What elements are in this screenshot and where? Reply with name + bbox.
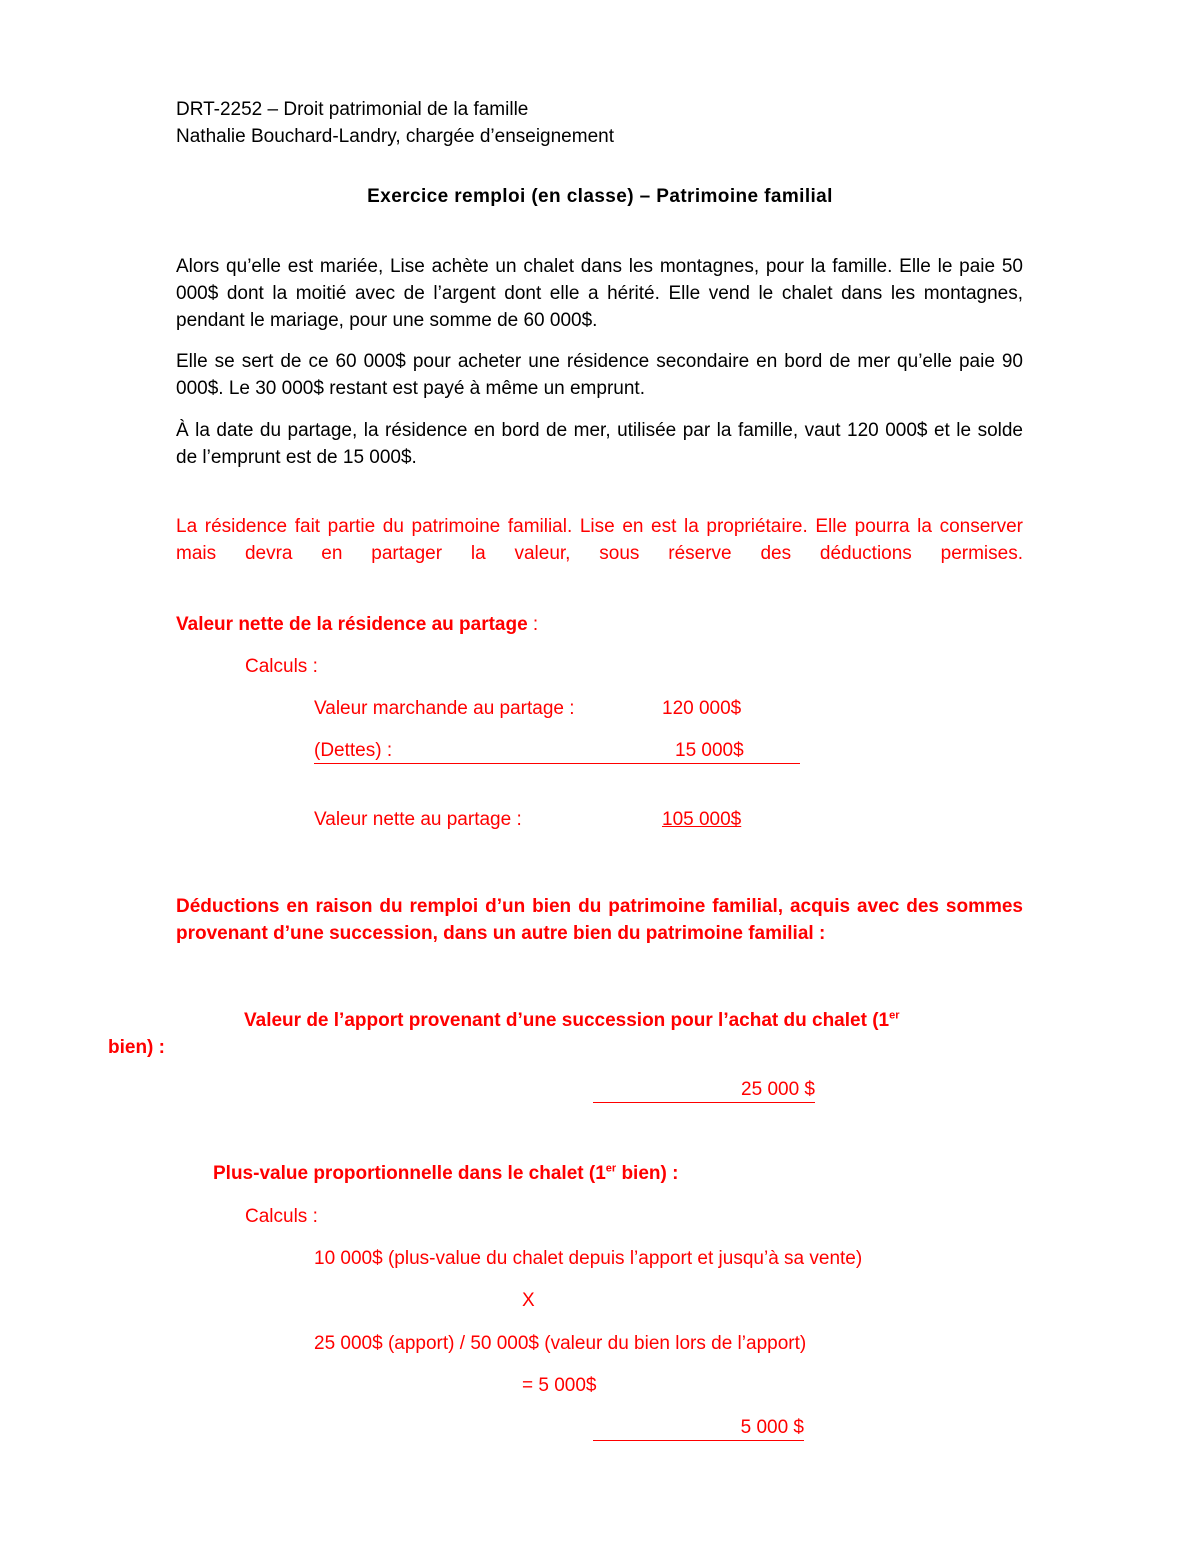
deductions-heading: Déductions en raison du remploi d’un bien du patrimoine familial, acquis avec des sommes provenant d’une succession, dans un autre bien du patrimoine familial :: [176, 896, 1023, 944]
plus-value-amount: 5 000 $: [740, 1417, 804, 1438]
plus-value-heading-start: Plus-value proportionnelle dans le chalet (1: [213, 1163, 606, 1184]
plus-value-heading: [213, 1160, 678, 1187]
intro-paragraph-1: Alors qu’elle est mariée, Lise achète un chalet dans les montagnes, pour la famille. Elle le paie 50 000$ dont la moitié avec de l’argent dont elle a hérité. Elle vend le chalet dans les montagnes, pendant le mariage, pour une somme de 60 000$.: [176, 256, 1023, 331]
plus-value-heading-sup: er: [605, 1162, 617, 1175]
calc-line-2: 25 000$ (apport) / 50 000$ (valeur du bien lors de l’apport): [314, 1333, 807, 1354]
intro-paragraph-3: À la date du partage, la résidence en bord de mer, utilisée par la famille, vaut 120 000$ et le solde de l’emprunt est de 15 000$.: [176, 420, 1023, 468]
net-value-colon: :: [527, 614, 539, 635]
debts-amount: 15 000$: [675, 740, 744, 761]
calc-result: = 5 000$: [522, 1375, 597, 1396]
answer-intro: La résidence fait partie du patrimoine familial. Lise en est la propriétaire. Elle pourra la conserver mais devra en partager la valeur, sous réserve des déductions permises.: [176, 516, 1023, 564]
apport-amount: 25 000 $: [741, 1079, 815, 1100]
market-value-label: Valeur marchande au partage :: [314, 698, 575, 719]
apport-heading: [108, 1007, 1023, 1061]
net-value-heading-line: [176, 611, 538, 638]
plus-value-amount-row: [593, 1414, 804, 1441]
apport-amount-row: [593, 1076, 815, 1103]
calculs-label: Calculs :: [245, 656, 318, 677]
instructor-name: Nathalie Bouchard-Landry, chargée d’enseignement: [176, 126, 614, 147]
plus-value-heading-end: bien) :: [616, 1163, 679, 1184]
apport-heading-start: Valeur de l’apport provenant d’une succession pour l’achat du chalet (1: [244, 1010, 890, 1031]
apport-heading-sup: er: [889, 1009, 900, 1022]
debts-row: [314, 737, 800, 764]
intro-paragraph-2: Elle se sert de ce 60 000$ pour acheter une résidence secondaire en bord de mer qu’elle paie 90 000$. Le 30 000$ restant est payé à même un emprunt.: [176, 351, 1023, 399]
calc-times: X: [522, 1290, 535, 1311]
exercise-title: Exercice remploi (en classe) – Patrimoine familial: [367, 186, 833, 207]
market-value-amount: 120 000$: [662, 698, 742, 719]
net-partage-label: Valeur nette au partage :: [314, 809, 522, 830]
apport-heading-end: bien) :: [108, 1037, 165, 1058]
debts-label: (Dettes) :: [314, 740, 393, 761]
calc-line-1: 10 000$ (plus-value du chalet depuis l’apport et jusqu’à sa vente): [314, 1248, 863, 1269]
net-value-heading: Valeur nette de la résidence au partage: [176, 614, 528, 635]
course-title: DRT-2252 – Droit patrimonial de la famille: [176, 99, 529, 120]
calculs-label-2: Calculs :: [245, 1206, 318, 1227]
net-partage-amount: 105 000$: [662, 809, 742, 830]
